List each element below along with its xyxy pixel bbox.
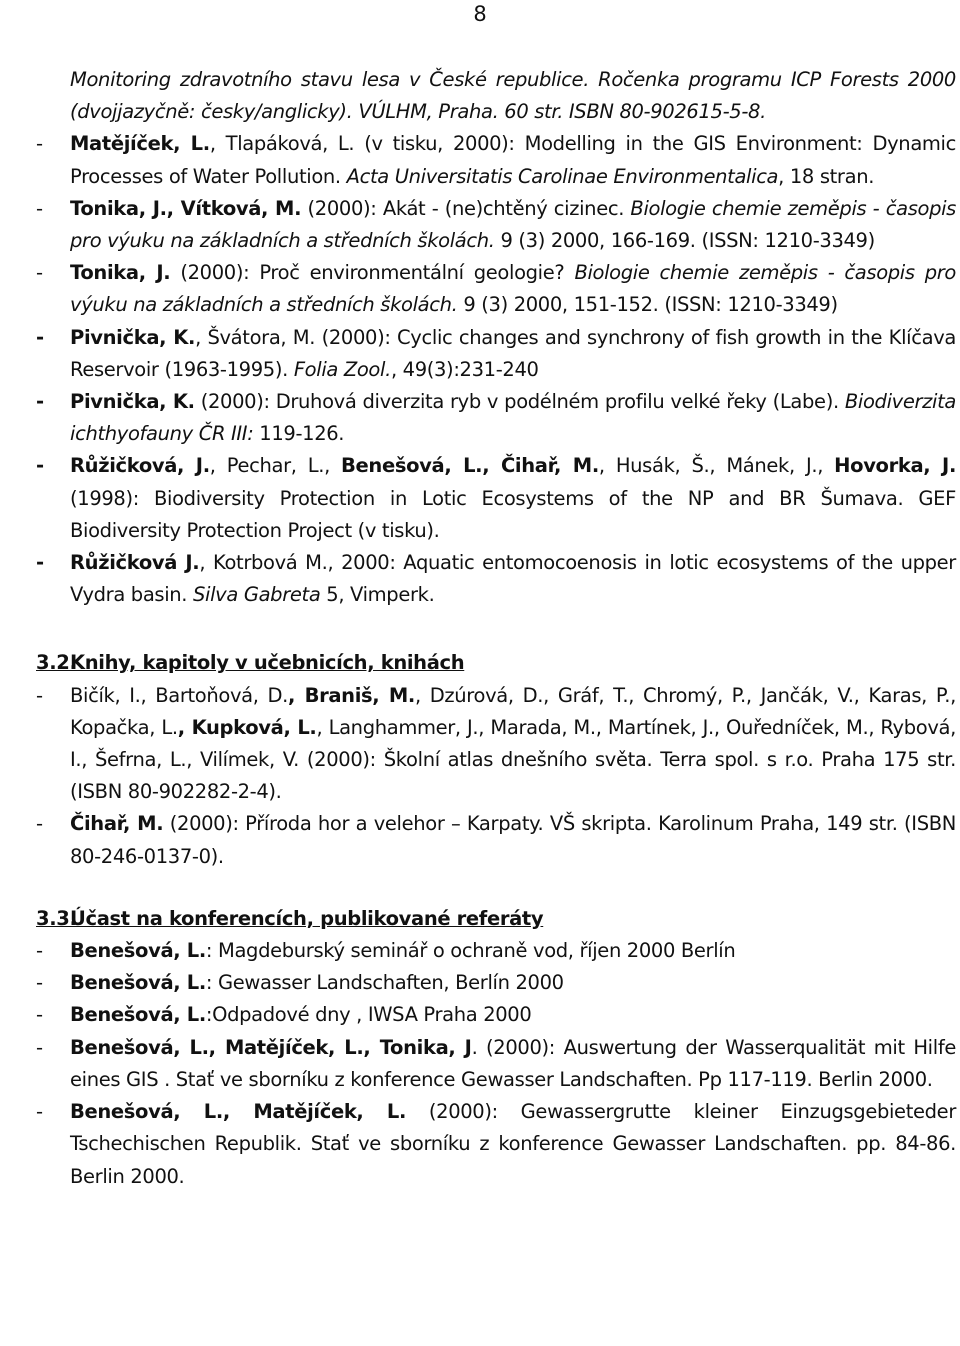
bibliography-entry xyxy=(36,808,956,872)
entry-text: Biologie chemie zeměpis - časopis pro výuku na základních a středních školách. xyxy=(70,261,956,317)
bibliography-entry xyxy=(36,967,956,999)
bibliography-entry xyxy=(36,935,956,967)
book-list xyxy=(36,680,956,873)
entry-text: Biodiverzita ichthyofauny ČR III: xyxy=(70,390,956,446)
document-body xyxy=(36,64,956,1193)
entry-text: , Švátora, M. (2000): Cyclic changes and synchrony of fish growth in the Klíčava Reservoir (1963-1995). xyxy=(70,325,956,381)
list-dash: - xyxy=(36,325,44,349)
list-dash: - xyxy=(36,1035,43,1059)
entry-text: Hovorka, J. xyxy=(834,454,957,478)
section-title: Knihy, kapitoly v učebnicích, knihách xyxy=(70,651,465,675)
bibliography-entry xyxy=(36,386,956,450)
entry-text: Čihař, M. xyxy=(70,812,164,836)
bibliography-entry xyxy=(36,680,956,809)
entry-text: , 18 stran. xyxy=(778,164,875,188)
entry-text: 9 (3) 2000, 166-169. (ISSN: 1210-3349) xyxy=(494,229,875,253)
entry-text: Pivnička, K. xyxy=(70,325,196,349)
bibliography-entry xyxy=(36,999,956,1031)
entry-text: Tonika, J., Vítková, M. xyxy=(70,196,302,220)
list-dash: - xyxy=(36,812,43,836)
bibliography-entry xyxy=(36,322,956,386)
entry-text: (2000): Gewassergrutte kleiner Einzugsgebieteder Tschechischen Republik. Stať ve sborníku z konference Gewasser Landschaften. pp. 84-86. Berlin 2000. xyxy=(70,1100,956,1188)
list-dash: - xyxy=(36,551,44,575)
entry-text: 9 (3) 2000, 151-152. (ISSN: 1210-3349) xyxy=(457,293,838,317)
entry-text: : Magdeburský seminář o ochraně vod, říjen 2000 Berlín xyxy=(205,939,736,963)
list-dash: - xyxy=(36,454,44,478)
entry-text: 119-126. xyxy=(253,422,345,446)
entry-text: (2000): Druhová diverzita ryb v podélném profilu velké řeky (Labe). xyxy=(194,390,845,414)
list-dash: - xyxy=(36,971,43,995)
entry-text: Monitoring zdravotního stavu lesa v České republice. Ročenka programu ICP Forests 2000 (dvojjazyčně: česky/anglicky). VÚLHM, Praha. 60 str. ISBN 80-902615-5-8. xyxy=(70,68,956,124)
entry-text: (2000): Příroda hor a velehor – Karpaty. VŠ skripta. Karolinum Praha, 149 str. (ISBN 80-246-0137-0). xyxy=(70,812,956,868)
entry-text: Pivnička, K. xyxy=(70,390,195,414)
entry-text: , Pechar, L., xyxy=(209,454,342,478)
entry-text: Benešová, L., Matějíček, L. xyxy=(70,1100,407,1124)
list-dash: - xyxy=(36,1003,43,1027)
section-number: 3.2. xyxy=(36,651,77,675)
entry-text: Benešová, L., Čihař, M. xyxy=(341,454,599,478)
section-heading-3-3 xyxy=(36,903,956,935)
section-title: Účast na konferencích, publikované referáty xyxy=(70,906,544,930)
bibliography-entry xyxy=(36,450,956,547)
section-number: 3.3. xyxy=(36,906,77,930)
entry-text: , Kotrbová M., 2000: Aquatic entomocoenosis in lotic ecosystems of the upper Vydra basin. xyxy=(70,551,956,607)
entry-text: (2000): Akát - (ne)chtěný cizinec. xyxy=(301,196,631,220)
bibliography-entry xyxy=(36,128,956,192)
entry-text: Benešová, L. xyxy=(70,971,206,995)
entry-text: Tonika, J. xyxy=(70,261,171,285)
entry-text: Benešová, L., Matějíček, L., Tonika, J xyxy=(70,1035,472,1059)
entry-text: (2000): Proč environmentální geologie? xyxy=(170,261,575,285)
entry-text: Acta Universitatis Carolinae Environmentalica xyxy=(346,164,779,188)
entry-text: , Tlapáková, L. (v tisku, 2000): Modelling in the GIS Environment: Dynamic Processes of Water Pollution. xyxy=(70,132,956,188)
entry-text: : Gewasser Landschaften, Berlín 2000 xyxy=(205,971,564,995)
bibliography-entry xyxy=(36,64,956,128)
list-dash: - xyxy=(36,132,43,156)
entry-text: (1998): Biodiversity Protection in Lotic Ecosystems of the NP and BR Šumava. GEF Biodiversity Protection Project (v tisku). xyxy=(70,486,956,542)
page-number: 8 xyxy=(473,2,487,26)
entry-text: Matějíček, L. xyxy=(70,132,210,156)
bibliography-entry xyxy=(36,193,956,257)
list-dash: - xyxy=(36,196,43,220)
list-dash: - xyxy=(36,390,44,414)
entry-text: Benešová, L. xyxy=(70,939,206,963)
entry-text: Biologie chemie zeměpis - časopis pro výuku na základních a středních školách. xyxy=(70,196,956,253)
list-dash: - xyxy=(36,1100,43,1124)
entry-text: Folia Zool. xyxy=(293,357,391,381)
entry-text: Bičík, I., Bartoňová, D. xyxy=(70,683,289,707)
bibliography-entry xyxy=(36,1096,956,1193)
entry-text: , Braniš, M. xyxy=(288,683,415,707)
entry-text: , Husák, Š., Mánek, J., xyxy=(598,454,835,478)
list-dash: - xyxy=(36,261,43,285)
conference-list xyxy=(36,935,956,1193)
entry-text: Růžičková J. xyxy=(70,551,200,575)
entry-text: Silva Gabreta xyxy=(193,583,321,607)
list-dash: - xyxy=(36,939,43,963)
entry-text: :Odpadové dny , IWSA Praha 2000 xyxy=(205,1003,532,1027)
entry-text: 5, Vimperk. xyxy=(320,583,435,607)
entry-text: . (2000): Auswertung der Wasserqualität mit Hilfe eines GIS . Stať ve sborníku z konference Gewasser Landschaften. Pp 117-119. Berlin 2000. xyxy=(70,1035,956,1091)
entry-text: Růžičková, J. xyxy=(70,454,210,478)
publication-list xyxy=(36,64,956,611)
entry-text: , Langhammer, J., Marada, M., Martínek, J., Ouředníček, M., Rybová, I., Šefrna, L., Vilímek, V. (2000): Školní atlas dnešního světa. Terra spol. s r.o. Praha 175 str. (ISBN 80-902282-2-4). xyxy=(70,715,956,804)
section-heading-3-2 xyxy=(36,647,956,679)
bibliography-entry xyxy=(36,1032,956,1096)
entry-text: Benešová, L. xyxy=(70,1003,206,1027)
list-dash: - xyxy=(36,683,43,707)
entry-text: , 49(3):231-240 xyxy=(390,357,539,381)
bibliography-entry xyxy=(36,547,956,611)
entry-text: , Kupková, L. xyxy=(177,715,317,739)
bibliography-entry xyxy=(36,257,956,321)
entry-text: , Dzúrová, D., Gráf, T., Chromý, P., Jančák, V., Karas, P., Kopačka, L. xyxy=(70,683,956,739)
